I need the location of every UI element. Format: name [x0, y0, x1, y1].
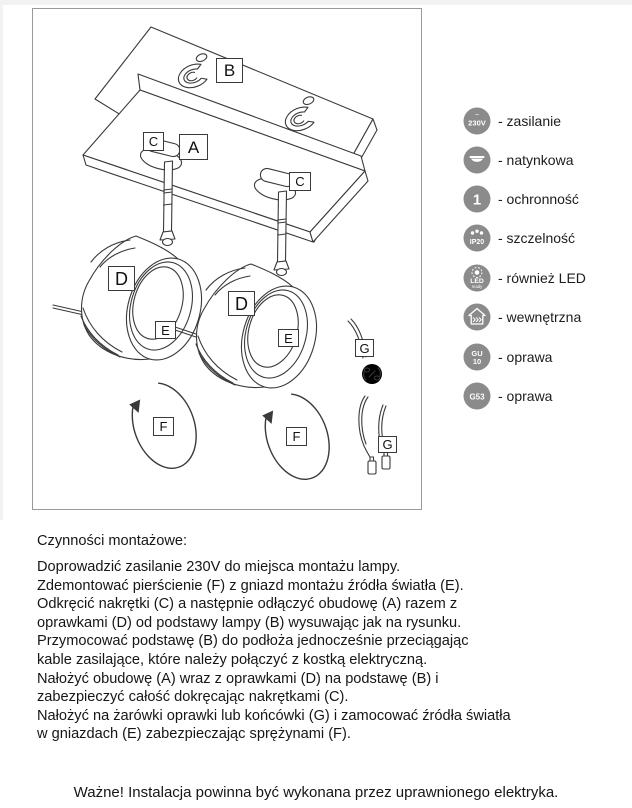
led-ready-icon [463, 264, 491, 292]
legend-label: - oprawa [498, 388, 553, 404]
page-edge-left [0, 0, 3, 520]
instructions-heading: Czynności montażowe: [37, 533, 188, 549]
svg-text:GU: GU [471, 349, 483, 358]
svg-text:ready: ready [471, 284, 483, 289]
spotlight-head-2 [196, 264, 328, 397]
cable-ends-g2 [359, 396, 390, 474]
warning-text: Ważne! Instalacja powinna być wykonana przez uprawnionego elektryka. [73, 784, 559, 801]
part-label-f1: F [153, 417, 174, 436]
instruction-line: w gniazdach (E) zabezpieczając sprężynami (F). [37, 726, 351, 743]
legend-label: - wewnętrzna [498, 309, 582, 325]
legend-item-oprawa-g53 [463, 382, 552, 410]
legend-item-oprawa-gu10 [463, 343, 552, 371]
part-label-b: B [216, 58, 243, 83]
svg-text:~: ~ [474, 112, 480, 119]
legend-item-wewnetrzna [463, 303, 581, 331]
assembly-instructions [37, 533, 597, 744]
legend-label: - oprawa [498, 349, 553, 365]
power-cable [53, 305, 84, 315]
svg-text:230V: 230V [468, 118, 486, 128]
surface-mounted-icon [463, 146, 491, 174]
instruction-line: Zdemontować pierścienie (F) z gniazd montażu źródła światła (E). [37, 577, 464, 594]
part-label-d1: D [108, 266, 135, 291]
legend-label: - szczelność [498, 230, 576, 246]
svg-text:1: 1 [472, 191, 482, 209]
spotlight-head-1 [81, 236, 213, 369]
legend-item-szczelnosc [463, 224, 575, 252]
protection-class-1-icon [463, 185, 491, 213]
instruction-line: Nałożyć na żarówki oprawki lub końcówki (G) i zamocować źródła światła [37, 707, 511, 724]
part-label-g1: G [355, 339, 374, 357]
part-label-d2: D [228, 291, 255, 316]
legend-item-ochronnosc [463, 185, 579, 213]
legend-label: - ochronność [498, 191, 579, 207]
voltage-230v-icon [463, 107, 491, 135]
part-label-g2: G [378, 436, 397, 453]
legend-item-natynkowa [463, 146, 573, 174]
part-label-e1: E [155, 321, 176, 339]
instruction-line: Doprowadzić zasilanie 230V do miejsca montażu lampy. [37, 559, 401, 575]
instruction-line: Nałożyć obudowę (A) wraz z oprawkami (D) na podstawę (B) i [37, 670, 439, 687]
instruction-line: Odkręcić nakrętki (C) a następnie odłączyć obudowę (A) razem z [37, 596, 458, 613]
part-label-c1: C [143, 132, 164, 151]
ip20-icon [463, 224, 491, 252]
assembly-diagram-frame [32, 8, 422, 510]
gu10-socket-icon [463, 343, 491, 371]
page-edge-top [0, 0, 632, 5]
instruction-line: Przymocować podstawę (B) do podłoża jednocześnie przeciągając [37, 633, 469, 650]
instruction-line: zabezpieczyć całość dokręcając nakrętkami (C). [37, 689, 349, 706]
legend-item-zasilanie [463, 107, 561, 135]
instruction-line: oprawkami (D) od podstawy lampy (B) wysuwając jak na rysunku. [37, 614, 462, 631]
svg-text:IP20: IP20 [469, 239, 485, 246]
legend-label: - również LED [498, 270, 586, 286]
legend-item-rowniez-led [463, 264, 586, 292]
instruction-line: kable zasilające, które należy połączyć z kostką elektryczną. [37, 651, 428, 668]
svg-text:G53: G53 [469, 392, 485, 402]
assembly-line-drawing [33, 9, 423, 511]
part-label-f2: F [286, 427, 307, 446]
part-label-c2: C [289, 172, 311, 191]
indoor-house-icon [463, 303, 491, 331]
svg-text:LED: LED [470, 278, 484, 285]
g53-socket-icon [463, 382, 491, 410]
part-label-a: A [179, 134, 208, 160]
legend-label: - natynkowa [498, 152, 574, 168]
svg-text:10: 10 [472, 357, 482, 366]
legend-label: - zasilanie [498, 113, 562, 129]
part-label-e2: E [278, 329, 299, 347]
